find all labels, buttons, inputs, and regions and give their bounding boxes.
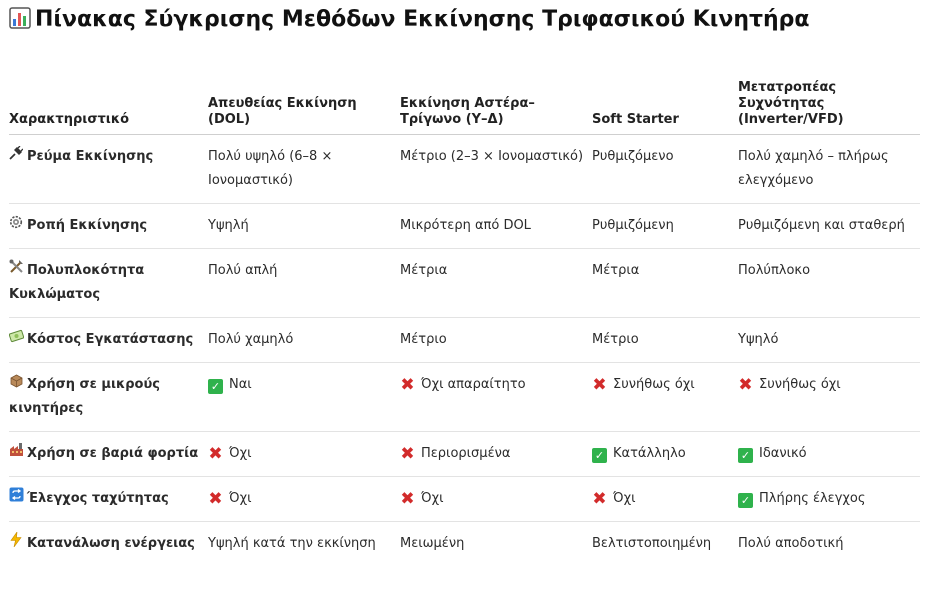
feature-cell [9,477,208,522]
bar-chart-icon [9,6,31,39]
cross-icon: ✖ [400,444,415,464]
cell-dol [208,522,400,567]
cell-star-delta [400,363,592,432]
feature-label: Κόστος Εγκατάστασης [27,332,194,347]
cell-text: Ρυθμιζόμενη [592,218,674,233]
cell-soft-starter [592,522,738,567]
cell-text: Βελτιστοποιημένη [592,536,712,551]
cell-vfd [738,477,920,522]
cell-star-delta [400,318,592,363]
cell-vfd [738,249,920,318]
cell-text: Πολύ απλή [208,263,278,278]
cell-vfd [738,135,920,204]
tools-icon [9,259,27,283]
feature-cell [9,204,208,249]
cell-soft-starter [592,318,738,363]
cell-star-delta [400,135,592,204]
feature-label: Χρήση σε μικρούς κινητήρες [9,377,160,416]
cell-text: Πολύ υψηλό (6–8 × Ιονομαστικό) [208,149,333,188]
feature-label: Ρεύμα Εκκίνησης [27,149,154,164]
cross-icon: ✖ [400,375,415,395]
cell-text: Όχι [613,491,636,506]
cell-soft-starter [592,432,738,477]
cell-text: Πολύ χαμηλό [208,332,294,347]
cell-text: Ιδανικό [759,446,807,461]
feature-cell [9,432,208,477]
lightning-icon [9,532,27,556]
feature-label: Κατανάλωση ενέργειας [27,536,195,551]
cell-text: Κατάλληλο [613,446,686,461]
cell-vfd [738,363,920,432]
cell-text: Πολύ αποδοτική [738,536,844,551]
cell-text: Μειωμένη [400,536,465,551]
cell-text: Ναι [229,377,252,392]
cell-vfd [738,318,920,363]
cell-text: Όχι [229,446,252,461]
table-row [9,318,920,363]
cross-icon: ✖ [738,375,753,395]
cross-icon: ✖ [400,489,415,509]
cell-text: Συνήθως όχι [613,377,695,392]
check-icon: ✓ [208,379,223,394]
gear-icon [9,214,27,238]
feature-cell [9,318,208,363]
header-row [9,80,920,135]
cell-text: Πολύ χαμηλό – πλήρως ελεγχόμενο [738,149,889,188]
cell-text: Υψηλή [208,218,249,233]
cross-icon: ✖ [208,444,223,464]
factory-icon [9,442,27,466]
feature-cell [9,135,208,204]
cell-star-delta [400,477,592,522]
cell-text: Όχι [421,491,444,506]
cell-soft-starter [592,204,738,249]
header-feature: Χαρακτηριστικό [9,80,208,135]
cell-text: Υψηλό [738,332,779,347]
cell-vfd [738,204,920,249]
cell-text: Πλήρης έλεγχος [759,491,866,506]
cross-icon: ✖ [592,375,607,395]
cross-icon: ✖ [208,489,223,509]
cell-dol [208,135,400,204]
table-row [9,522,920,567]
cell-soft-starter [592,135,738,204]
cross-icon: ✖ [592,489,607,509]
cell-dol [208,249,400,318]
cell-star-delta [400,249,592,318]
cell-text: Μέτρια [400,263,448,278]
table-row [9,135,920,204]
cell-dol [208,318,400,363]
table-body [9,135,920,567]
table-row [9,363,920,432]
cell-text: Περιορισμένα [421,446,511,461]
cell-dol [208,363,400,432]
cell-text: Όχι [229,491,252,506]
check-icon: ✓ [738,448,753,463]
check-icon: ✓ [592,448,607,463]
table-row [9,477,920,522]
cell-vfd [738,432,920,477]
page-title-text: Πίνακας Σύγκρισης Μεθόδων Εκκίνησης Τριφασικού Κινητήρα [35,7,810,32]
feature-label: Έλεγχος ταχύτητας [27,491,169,506]
cell-soft-starter [592,363,738,432]
feature-cell [9,363,208,432]
cell-text: Όχι απαραίτητο [421,377,526,392]
comparison-table [9,80,920,566]
cell-star-delta [400,432,592,477]
box-icon [9,373,27,397]
header-soft-starter: Soft Starter [592,80,738,135]
cell-text: Μέτριο [592,332,639,347]
cell-vfd [738,522,920,567]
cell-star-delta [400,522,592,567]
cell-dol [208,477,400,522]
table-row [9,204,920,249]
cell-soft-starter [592,477,738,522]
cell-dol [208,204,400,249]
table-header [9,80,920,135]
cell-text: Ρυθμιζόμενη και σταθερή [738,218,905,233]
feature-label: Πολυπλοκότητα Κυκλώματος [9,263,145,302]
cell-text: Συνήθως όχι [759,377,841,392]
cell-text: Μέτριο [400,332,447,347]
cell-soft-starter [592,249,738,318]
cell-text: Μέτρια [592,263,640,278]
plug-icon [9,145,27,169]
header-vfd: Μετατροπέας Συχνότητας (Inverter/VFD) [738,80,920,135]
feature-label: Χρήση σε βαριά φορτία [27,446,199,461]
cell-text: Μέτριο (2–3 × Ιονομαστικό) [400,149,584,164]
cell-text: Μικρότερη από DOL [400,218,531,233]
header-star-delta: Εκκίνηση Αστέρα–Τρίγωνο (Υ–Δ) [400,80,592,135]
feature-cell [9,522,208,567]
cell-text: Ρυθμιζόμενο [592,149,674,164]
repeat-icon [9,487,27,511]
page-title [9,3,909,39]
check-icon: ✓ [738,493,753,508]
money-icon [9,328,27,352]
feature-label: Ροπή Εκκίνησης [27,218,148,233]
cell-text: Πολύπλοκο [738,263,811,278]
cell-text: Υψηλή κατά την εκκίνηση [208,536,376,551]
cell-star-delta [400,204,592,249]
header-dol: Απευθείας Εκκίνηση (DOL) [208,80,400,135]
table-row [9,432,920,477]
feature-cell [9,249,208,318]
cell-dol [208,432,400,477]
table-row [9,249,920,318]
